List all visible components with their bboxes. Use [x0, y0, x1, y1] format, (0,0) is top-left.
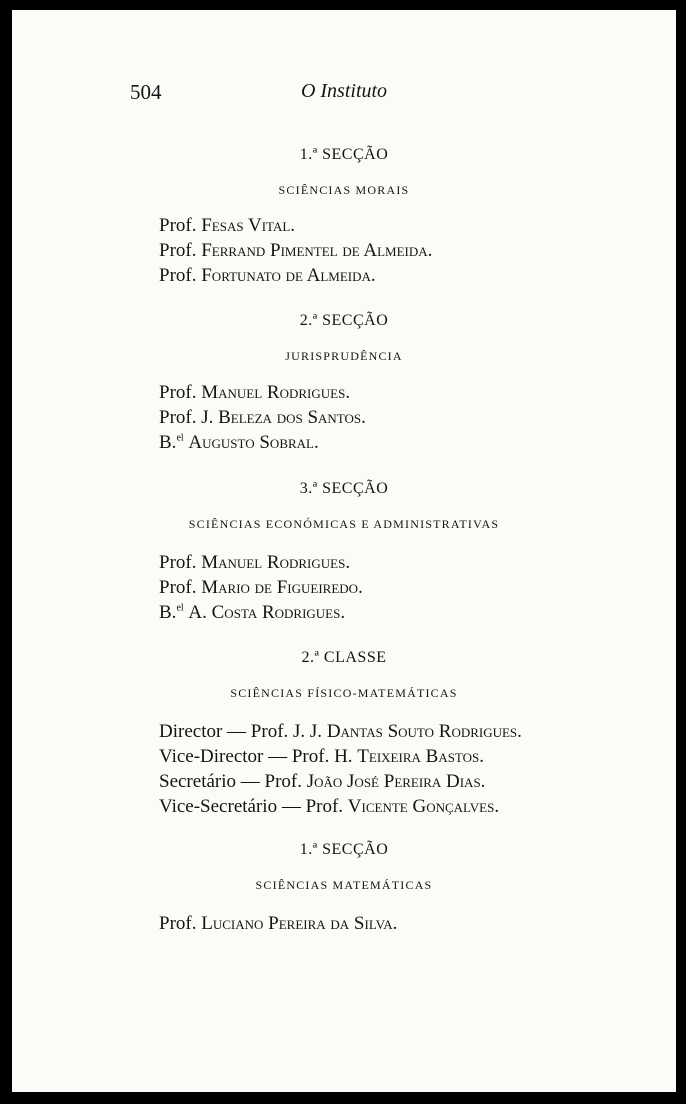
page — [12, 10, 676, 1092]
section-subheading: SCIÊNCIAS ECONÓMICAS E ADMINISTRATIVAS — [188, 517, 500, 531]
member-entry: Prof. Fortunato de Almeida. — [159, 265, 376, 286]
section-heading: 2.ª SECÇÃO — [299, 312, 389, 329]
member-entry: Secretário — Prof. João José Pereira Dias. — [159, 771, 486, 792]
section-heading: 2.ª CLASSE — [301, 649, 387, 666]
member-entry: Vice-Secretário — Prof. Vicente Gonçalves. — [159, 796, 500, 817]
member-entry: Prof. Fesas Vital. — [159, 215, 296, 236]
member-entry: Prof. Luciano Pereira da Silva. — [159, 913, 398, 934]
member-entry: Prof. Manuel Rodrigues. — [159, 382, 351, 403]
page-header — [12, 80, 676, 110]
member-entry: Prof. Manuel Rodrigues. — [159, 552, 351, 573]
page-number: 504 — [130, 80, 162, 104]
member-entry: Vice-Director — Prof. H. Teixeira Bastos. — [159, 746, 485, 767]
member-entry: B.$^{el}$ A. Costa Rodrigues. — [159, 602, 346, 623]
section-subheading: JURISPRUDÊNCIA — [285, 349, 403, 363]
member-entry: Prof. J. Beleza dos Santos. — [159, 407, 366, 428]
member-entry: Prof. Ferrand Pimentel de Almeida. — [159, 240, 433, 261]
member-entry: Prof. Mario de Figueiredo. — [159, 577, 363, 598]
section-heading: 3.ª SECÇÃO — [299, 480, 389, 497]
member-entry: B.$^{el}$ Augusto Sobral. — [159, 432, 319, 453]
section-heading: 1.ª SECÇÃO — [299, 146, 389, 163]
running-title: O Instituto — [300, 80, 388, 102]
section-subheading: SCIÊNCIAS MORAIS — [278, 183, 410, 197]
section-subheading: SCIÊNCIAS FÍSICO-MATEMÁTICAS — [230, 686, 458, 700]
member-entry: Director — Prof. J. J. Dantas Souto Rodrigues. — [159, 721, 522, 742]
section-subheading: SCIÊNCIAS MATEMÁTICAS — [255, 878, 433, 892]
section-heading: 1.ª SECÇÃO — [299, 841, 389, 858]
